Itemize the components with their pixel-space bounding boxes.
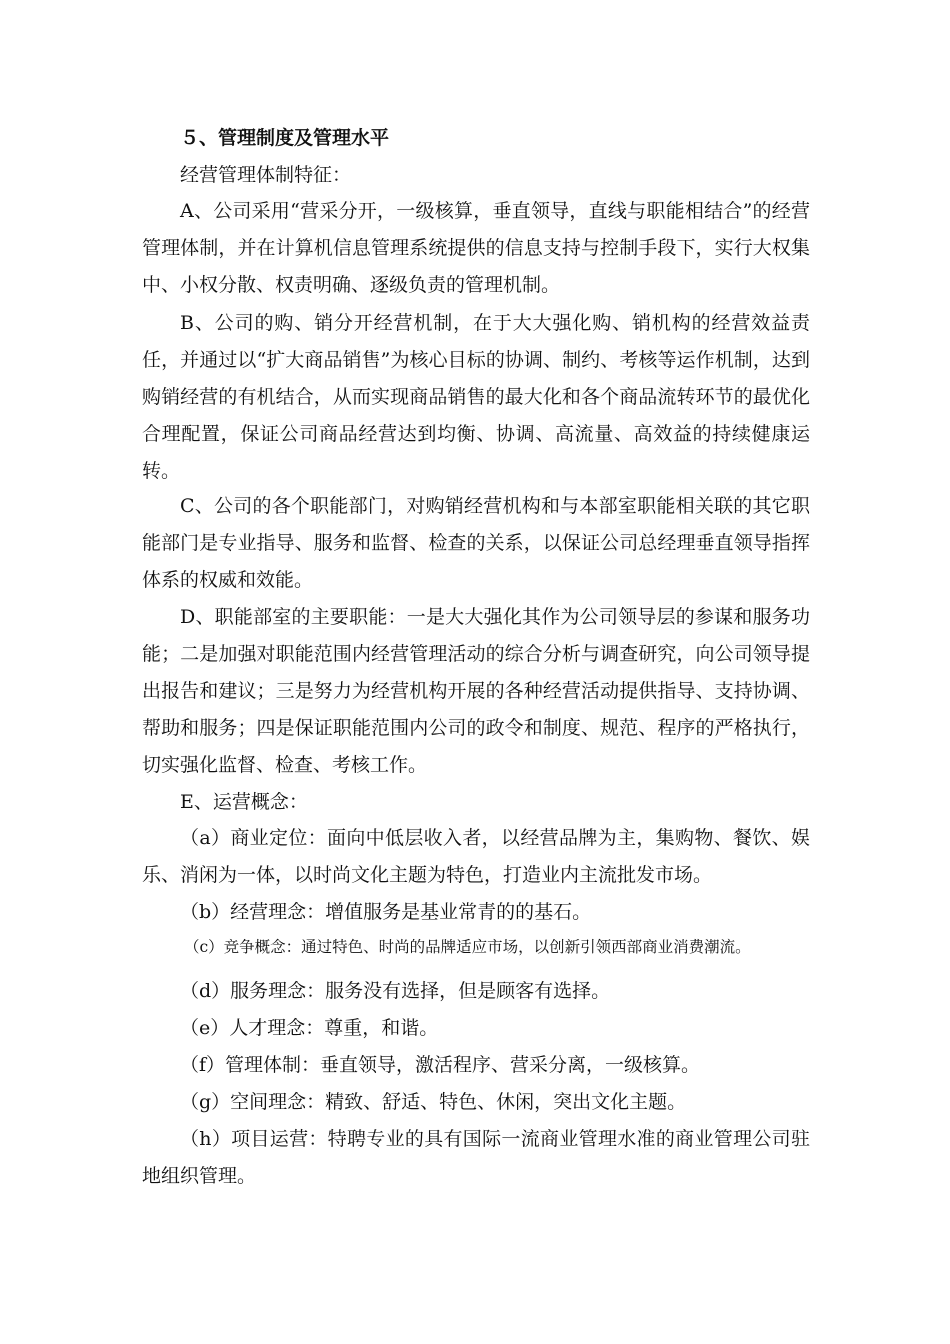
concept-b: （b）经营理念：增值服务是基业常青的的基石。 <box>180 901 592 923</box>
paragraph-e: E、运营概念： <box>180 791 308 813</box>
concept-h: （h）项目运营：特聘专业的具有国际一流商业管理水准的商业管理公司驻地组织管理。 <box>142 1128 810 1187</box>
concept-a: （a）商业定位：面向中低层收入者，以经营品牌为主，集购物、餐饮、娱乐、消闲为一体，以时尚文化主题为特色，打造业内主流批发市场。 <box>142 827 810 886</box>
concept-d: （d）服务理念：服务没有选择，但是顾客有选择。 <box>180 980 611 1002</box>
paragraph-d: D、职能部室的主要职能：一是大大强化其作为公司领导层的参谋和服务功能；二是加强对职能范围内经营管理活动的综合分析与调查研究，向公司领导提出报告和建议；三是努力为经营机构开展的各种经营活动提供指导、支持协调、帮助和服务；四是保证职能范围内公司的政令和制度、规范、程序的严格执行，切实强化监督、检查、考核工作。 <box>142 606 810 776</box>
concept-f: （f）管理体制：垂直领导，激活程序、营采分离，一级核算。 <box>180 1054 701 1076</box>
paragraph-c: C、公司的各个职能部门，对购销经营机构和与本部室职能相关联的其它职能部门是专业指导、服务和监督、检查的关系，以保证公司总经理垂直领导指挥体系的权威和效能。 <box>142 495 810 591</box>
concept-e: （e）人才理念：尊重，和谐。 <box>180 1017 439 1039</box>
paragraph-a: A、公司采用“营采分开，一级核算，垂直领导，直线与职能相结合”的经营管理体制，并在计算机信息管理系统提供的信息支持与控制手段下，实行大权集中、小权分散、权责明确、逐级负责的管理机制。 <box>142 200 810 296</box>
intro-paragraph: 经营管理体制特征： <box>180 164 352 186</box>
concept-g: （g）空间理念：精致、舒适、特色、休闲，突出文化主题。 <box>180 1091 687 1113</box>
concept-c: （c）竞争概念：通过特色、时尚的品牌适应市场，以创新引领西部商业消费潮流。 <box>184 938 751 956</box>
paragraph-b: B、公司的购、销分开经营机制，在于大大强化购、销机构的经营效益责任，并通过以“扩大商品销售”为核心目标的协调、制约、考核等运作机制，达到购销经营的有机结合，从而实现商品销售的最大化和各个商品流转环节的最优化合理配置，保证公司商品经营达到均衡、协调、高流量、高效益的持续健康运转。 <box>142 312 810 482</box>
section-heading: ５、管理制度及管理水平 <box>180 127 390 149</box>
